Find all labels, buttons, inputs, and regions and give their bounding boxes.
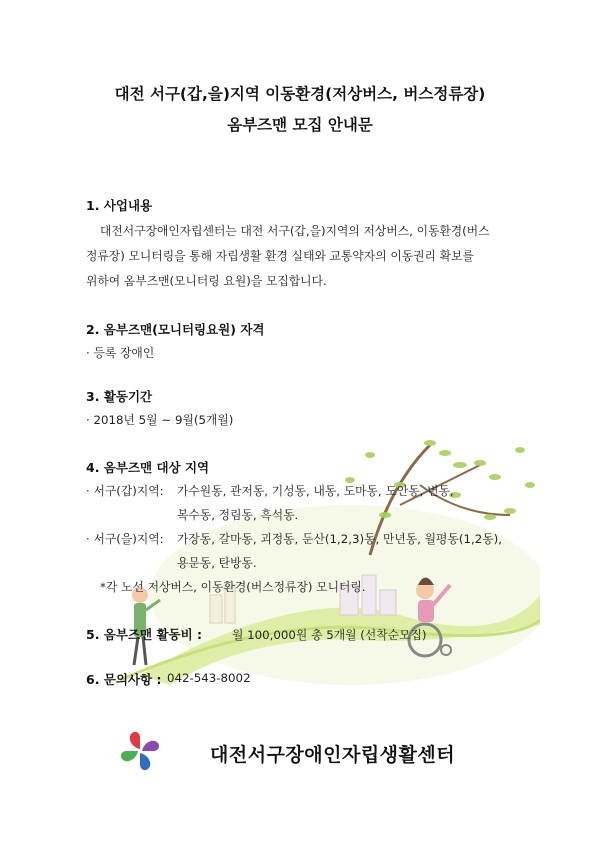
title-line-1: 대전 서구(갑,을)지역 이동환경(저상버스, 버스정류장) [114, 85, 486, 103]
section-2-line: · 등록 장애인 [86, 346, 155, 360]
section-1-line-2: 정류장) 모니터링을 통해 자립생활 환경 실태와 교통약자의 이동권리 확보를 [86, 249, 474, 263]
section-4-note: *각 노선 저상버스, 이동환경(버스정류장) 모니터링. [100, 580, 366, 594]
section-1-line-3: 위하여 옴부즈맨(모니터링 요원)을 모집합니다. [86, 274, 327, 288]
section-5-heading: 5. 옴부즈맨 활동비 : [86, 627, 203, 642]
section-3-line: · 2018년 5월 ~ 9월(5개월) [86, 413, 234, 427]
section-5-detail: 월 100,000원 총 5개월 (선착순모집) [232, 628, 427, 642]
section-2-heading: 2. 옴부즈맨(모니터링요원) 자격 [86, 322, 265, 337]
section-1-heading: 1. 사업내용 [86, 198, 153, 213]
section-6-heading: 6. 문의사항 : [86, 672, 162, 687]
gap-region-label: · 서구(갑)지역: [86, 484, 164, 498]
organization-name: 대전서구장애인자립생활센터 [210, 744, 456, 766]
gap-region-line-1: 가수원동, 관저동, 기성동, 내동, 도마동, 도안동, 변동, [177, 484, 454, 498]
title-line-2: 옴부즈맨 모집 안내문 [227, 116, 373, 134]
section-1-line-1: 대전서구장애인자립센터는 대전 서구(갑,을)지역의 저상버스, 이동환경(버스 [100, 224, 490, 238]
four-heart-logo-icon [116, 727, 164, 775]
gap-region-line-2: 복수동, 정림동, 흑석동. [177, 508, 299, 522]
section-3-heading: 3. 활동기간 [86, 389, 153, 404]
section-6-phone: 042-543-8002 [167, 671, 251, 685]
eul-region-line-2: 용문동, 탄방동. [177, 556, 257, 570]
eul-region-label: · 서구(을)지역: [86, 532, 164, 546]
section-4-heading: 4. 옴부즈맨 대상 지역 [86, 460, 210, 475]
eul-region-line-1: 가장동, 갈마동, 괴정동, 둔산(1,2,3)동, 만년동, 월평동(1,2동), [177, 532, 502, 546]
